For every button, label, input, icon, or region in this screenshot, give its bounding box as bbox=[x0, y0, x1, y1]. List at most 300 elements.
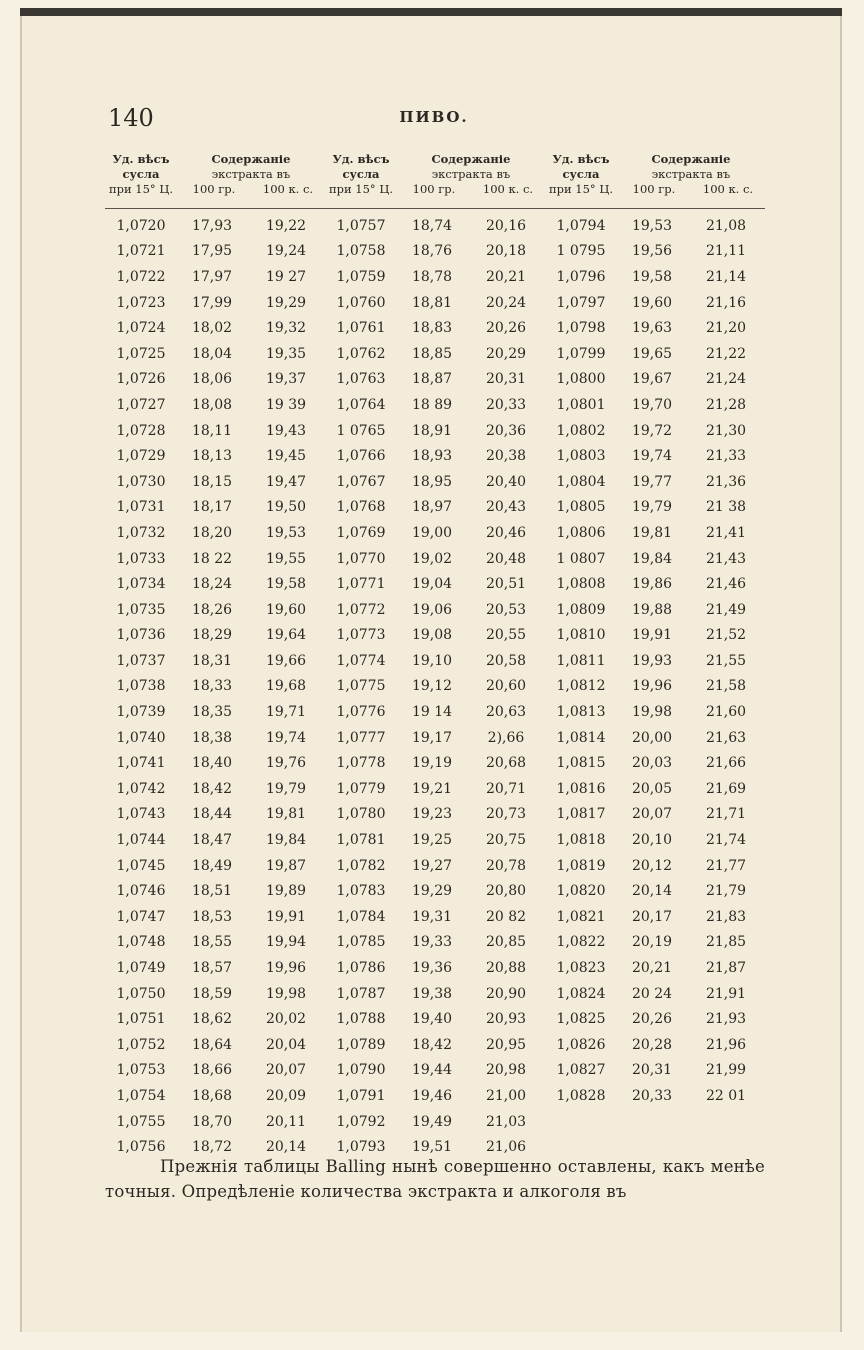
specific-gravity-cell: 1,0779 bbox=[336, 780, 386, 797]
specific-gravity-cell: 1,0818 bbox=[556, 832, 606, 849]
specific-gravity-cell: 1,0782 bbox=[336, 857, 386, 874]
specific-gravity-cell: 1,0824 bbox=[556, 985, 606, 1002]
extract-100g-cell: 20,07 bbox=[631, 806, 673, 823]
extract-100cc-cell: 20,16 bbox=[485, 217, 527, 234]
specific-gravity-cell: 1,0750 bbox=[116, 985, 166, 1002]
extract-100cc-cell: 20,68 bbox=[485, 755, 527, 772]
extract-100cc-cell: 21,83 bbox=[705, 908, 747, 925]
table-row bbox=[325, 930, 545, 956]
specific-gravity-cell: 1,0775 bbox=[336, 678, 386, 695]
specific-gravity-cell: 1,0732 bbox=[116, 524, 166, 541]
specific-gravity-cell: 1,0761 bbox=[336, 320, 386, 337]
extract-100cc-cell: 19,68 bbox=[265, 678, 307, 695]
header-group-3 bbox=[545, 150, 765, 208]
specific-gravity-cell: 1,0737 bbox=[116, 652, 166, 669]
extract-100g-cell: 18,81 bbox=[411, 294, 453, 311]
table-row bbox=[105, 955, 325, 981]
specific-gravity-cell: 1,0825 bbox=[556, 1011, 606, 1028]
table-body bbox=[105, 209, 765, 1160]
extract-100cc-cell: 21,22 bbox=[705, 345, 747, 362]
extract-100g-cell: 18,33 bbox=[191, 678, 233, 695]
table-row bbox=[325, 315, 545, 341]
extract-100cc-cell: 21,43 bbox=[705, 550, 747, 567]
table-row bbox=[105, 623, 325, 649]
table-row bbox=[545, 853, 765, 879]
extract-100cc-cell: 21,14 bbox=[705, 268, 747, 285]
extract-100cc-cell: 20,02 bbox=[265, 1011, 307, 1028]
table-row bbox=[325, 392, 545, 418]
extract-100g-cell: 20,31 bbox=[631, 1062, 673, 1079]
extract-100cc-cell: 21,93 bbox=[705, 1011, 747, 1028]
table-row bbox=[545, 1032, 765, 1058]
extract-100cc-cell: 20,93 bbox=[485, 1011, 527, 1028]
extract-100g-cell: 18,76 bbox=[411, 243, 453, 260]
extract-100g-cell: 20,26 bbox=[631, 1011, 673, 1028]
extract-100g-cell: 19,44 bbox=[411, 1062, 453, 1079]
header-specific-gravity: Уд. вѣсъ сусла при 15° Ц. bbox=[108, 152, 174, 196]
extract-100g-cell: 19,17 bbox=[411, 729, 453, 746]
extract-100g-cell: 19,53 bbox=[631, 217, 673, 234]
table-row bbox=[325, 546, 545, 572]
extract-100g-cell: 19,49 bbox=[411, 1113, 453, 1130]
specific-gravity-cell: 1,0725 bbox=[116, 345, 166, 362]
extract-100g-cell: 18,70 bbox=[191, 1113, 233, 1130]
extract-100g-cell: 18,20 bbox=[191, 524, 233, 541]
extract-100cc-cell: 22 01 bbox=[705, 1087, 747, 1104]
extract-100cc-cell: 19,76 bbox=[265, 755, 307, 772]
extract-100g-cell: 18,72 bbox=[191, 1139, 233, 1156]
extract-100cc-cell: 19,58 bbox=[265, 576, 307, 593]
specific-gravity-cell: 1,0801 bbox=[556, 396, 606, 413]
specific-gravity-cell: 1,0822 bbox=[556, 934, 606, 951]
extract-100g-cell: 18,62 bbox=[191, 1011, 233, 1028]
extract-100cc-cell: 19,60 bbox=[265, 601, 307, 618]
specific-gravity-cell: 1,0791 bbox=[336, 1087, 386, 1104]
extract-100cc-cell: 19,24 bbox=[265, 243, 307, 260]
extract-100g-cell: 19,21 bbox=[411, 780, 453, 797]
extract-100g-cell: 19,38 bbox=[411, 985, 453, 1002]
extract-100g-cell: 20,28 bbox=[631, 1036, 673, 1053]
extract-100g-cell: 18,26 bbox=[191, 601, 233, 618]
extract-100g-cell: 19,70 bbox=[631, 396, 673, 413]
extract-100g-cell: 18,02 bbox=[191, 320, 233, 337]
table-column-group bbox=[105, 213, 325, 1160]
extract-100cc-cell: 21,52 bbox=[705, 627, 747, 644]
extract-100cc-cell: 21,16 bbox=[705, 294, 747, 311]
extract-100g-cell: 18,87 bbox=[411, 371, 453, 388]
table-row bbox=[325, 674, 545, 700]
extract-100cc-cell: 19,55 bbox=[265, 550, 307, 567]
specific-gravity-cell: 1,0827 bbox=[556, 1062, 606, 1079]
specific-gravity-cell: 1,0777 bbox=[336, 729, 386, 746]
extract-100g-cell: 18,42 bbox=[411, 1036, 453, 1053]
table-row bbox=[105, 725, 325, 751]
extract-100g-cell: 18,93 bbox=[411, 448, 453, 465]
table-row bbox=[545, 315, 765, 341]
extract-100cc-cell: 20,18 bbox=[485, 243, 527, 260]
table-row bbox=[325, 597, 545, 623]
extract-100cc-cell: 19,43 bbox=[265, 422, 307, 439]
table-row bbox=[545, 571, 765, 597]
extract-100g-cell: 20,33 bbox=[631, 1087, 673, 1104]
extract-100cc-cell: 21,41 bbox=[705, 524, 747, 541]
extract-100cc-cell: 19,71 bbox=[265, 704, 307, 721]
scan-top-edge bbox=[20, 8, 842, 16]
extract-100cc-cell: 21,66 bbox=[705, 755, 747, 772]
specific-gravity-cell: 1,0783 bbox=[336, 883, 386, 900]
specific-gravity-cell: 1,0724 bbox=[116, 320, 166, 337]
specific-gravity-cell: 1,0784 bbox=[336, 908, 386, 925]
table-row bbox=[105, 418, 325, 444]
specific-gravity-cell: 1,0810 bbox=[556, 627, 606, 644]
extract-100cc-cell: 20,21 bbox=[485, 268, 527, 285]
extract-100g-cell: 18,13 bbox=[191, 448, 233, 465]
specific-gravity-cell: 1,0768 bbox=[336, 499, 386, 516]
table-row bbox=[325, 418, 545, 444]
extract-100g-cell: 19,56 bbox=[631, 243, 673, 260]
specific-gravity-cell: 1,0748 bbox=[116, 934, 166, 951]
specific-gravity-cell: 1,0773 bbox=[336, 627, 386, 644]
extract-100g-cell: 20,17 bbox=[631, 908, 673, 925]
extract-100cc-cell: 20,80 bbox=[485, 883, 527, 900]
extract-100g-cell: 18 89 bbox=[411, 396, 453, 413]
table-row bbox=[325, 1109, 545, 1135]
extract-100g-cell: 18,06 bbox=[191, 371, 233, 388]
extract-100cc-cell: 20,75 bbox=[485, 832, 527, 849]
table-row bbox=[105, 1058, 325, 1084]
extract-100cc-cell: 20,40 bbox=[485, 473, 527, 490]
extract-100g-cell: 19,81 bbox=[631, 524, 673, 541]
extract-100cc-cell: 19,81 bbox=[265, 806, 307, 823]
specific-gravity-cell: 1,0743 bbox=[116, 806, 166, 823]
specific-gravity-cell: 1,0780 bbox=[336, 806, 386, 823]
specific-gravity-cell: 1,0723 bbox=[116, 294, 166, 311]
extract-100cc-cell: 21,91 bbox=[705, 985, 747, 1002]
extract-100cc-cell: 21,77 bbox=[705, 857, 747, 874]
extract-100g-cell: 18,85 bbox=[411, 345, 453, 362]
extract-100cc-cell: 19,87 bbox=[265, 857, 307, 874]
table-row bbox=[325, 827, 545, 853]
table-row bbox=[325, 469, 545, 495]
specific-gravity-cell: 1,0806 bbox=[556, 524, 606, 541]
specific-gravity-cell: 1,0729 bbox=[116, 448, 166, 465]
table-row bbox=[325, 520, 545, 546]
extract-100cc-cell: 20,24 bbox=[485, 294, 527, 311]
table-row bbox=[105, 904, 325, 930]
specific-gravity-cell: 1,0796 bbox=[556, 268, 606, 285]
extract-100g-cell: 20,21 bbox=[631, 960, 673, 977]
extract-100cc-cell: 20,33 bbox=[485, 396, 527, 413]
specific-gravity-cell: 1,0728 bbox=[116, 422, 166, 439]
extract-100g-cell: 19,88 bbox=[631, 601, 673, 618]
table-row bbox=[545, 878, 765, 904]
extract-100cc-cell: 20,85 bbox=[485, 934, 527, 951]
header-group-2 bbox=[325, 150, 545, 208]
table-row bbox=[105, 367, 325, 393]
table-row bbox=[545, 443, 765, 469]
extract-100cc-cell: 21,03 bbox=[485, 1113, 527, 1130]
header-specific-gravity: Уд. вѣсъ сусла при 15° Ц. bbox=[328, 152, 394, 196]
specific-gravity-cell: 1,0816 bbox=[556, 780, 606, 797]
table-row bbox=[545, 392, 765, 418]
table-row bbox=[105, 1032, 325, 1058]
table-row bbox=[545, 1058, 765, 1084]
table-row bbox=[545, 955, 765, 981]
extract-100g-cell: 18,74 bbox=[411, 217, 453, 234]
extract-100g-cell: 19,84 bbox=[631, 550, 673, 567]
extract-100g-cell: 19,51 bbox=[411, 1139, 453, 1156]
table-row bbox=[105, 853, 325, 879]
specific-gravity-cell: 1,0770 bbox=[336, 550, 386, 567]
extract-100g-cell: 19,65 bbox=[631, 345, 673, 362]
specific-gravity-cell: 1,0736 bbox=[116, 627, 166, 644]
extract-100g-cell: 19,86 bbox=[631, 576, 673, 593]
extract-100g-cell: 19,02 bbox=[411, 550, 453, 567]
table-row bbox=[325, 981, 545, 1007]
specific-gravity-cell: 1,0749 bbox=[116, 960, 166, 977]
book-page bbox=[22, 16, 840, 1332]
specific-gravity-cell: 1,0804 bbox=[556, 473, 606, 490]
specific-gravity-cell: 1,0730 bbox=[116, 473, 166, 490]
extract-100g-cell: 19,60 bbox=[631, 294, 673, 311]
specific-gravity-cell: 1 0765 bbox=[336, 422, 386, 439]
extract-100cc-cell: 19,64 bbox=[265, 627, 307, 644]
table-row bbox=[105, 213, 325, 239]
specific-gravity-cell: 1,0814 bbox=[556, 729, 606, 746]
extract-100g-cell: 18,68 bbox=[191, 1087, 233, 1104]
specific-gravity-cell: 1,0751 bbox=[116, 1011, 166, 1028]
extract-100cc-cell: 21,00 bbox=[485, 1087, 527, 1104]
extract-100cc-cell: 20,63 bbox=[485, 704, 527, 721]
table-row bbox=[545, 264, 765, 290]
extract-100g-cell: 19,36 bbox=[411, 960, 453, 977]
extract-100cc-cell: 21,20 bbox=[705, 320, 747, 337]
specific-gravity-cell: 1,0760 bbox=[336, 294, 386, 311]
table-row bbox=[545, 495, 765, 521]
table-row bbox=[325, 904, 545, 930]
table-row bbox=[545, 930, 765, 956]
extract-100cc-cell: 21,58 bbox=[705, 678, 747, 695]
extract-100cc-cell: 21 38 bbox=[705, 499, 747, 516]
extract-100cc-cell: 2),66 bbox=[487, 729, 525, 746]
specific-gravity-cell: 1,0826 bbox=[556, 1036, 606, 1053]
specific-gravity-cell: 1,0802 bbox=[556, 422, 606, 439]
extract-100cc-cell: 19,91 bbox=[265, 908, 307, 925]
extract-100g-cell: 18,44 bbox=[191, 806, 233, 823]
extract-100cc-cell: 19,47 bbox=[265, 473, 307, 490]
table-row bbox=[105, 981, 325, 1007]
table-row bbox=[545, 239, 765, 265]
specific-gravity-cell: 1,0764 bbox=[336, 396, 386, 413]
extract-100cc-cell: 19,37 bbox=[265, 371, 307, 388]
extract-100g-cell: 20,05 bbox=[631, 780, 673, 797]
extract-100g-cell: 19,72 bbox=[631, 422, 673, 439]
table-row bbox=[325, 750, 545, 776]
extract-100g-cell: 19,25 bbox=[411, 832, 453, 849]
extract-100g-cell: 19,19 bbox=[411, 755, 453, 772]
specific-gravity-cell: 1,0792 bbox=[336, 1113, 386, 1130]
extract-100g-cell: 18,53 bbox=[191, 908, 233, 925]
header-group-1 bbox=[105, 150, 325, 208]
specific-gravity-cell: 1,0745 bbox=[116, 857, 166, 874]
extract-100cc-cell: 20,04 bbox=[265, 1036, 307, 1053]
table-column-group bbox=[325, 213, 545, 1160]
table-row bbox=[325, 1032, 545, 1058]
specific-gravity-cell: 1,0769 bbox=[336, 524, 386, 541]
table-row bbox=[545, 674, 765, 700]
extract-100g-cell: 20,14 bbox=[631, 883, 673, 900]
extract-100g-cell: 19,23 bbox=[411, 806, 453, 823]
extract-100cc-cell: 19,22 bbox=[265, 217, 307, 234]
specific-gravity-cell: 1,0758 bbox=[336, 243, 386, 260]
extract-100g-cell: 19,00 bbox=[411, 524, 453, 541]
table-row bbox=[105, 699, 325, 725]
table-row bbox=[105, 341, 325, 367]
specific-gravity-cell: 1,0753 bbox=[116, 1062, 166, 1079]
specific-gravity-cell: 1,0771 bbox=[336, 576, 386, 593]
table-row bbox=[545, 341, 765, 367]
specific-gravity-cell: 1 0807 bbox=[556, 550, 606, 567]
table-row bbox=[105, 520, 325, 546]
specific-gravity-cell: 1,0776 bbox=[336, 704, 386, 721]
extract-100cc-cell: 19,50 bbox=[265, 499, 307, 516]
specific-gravity-cell: 1,0821 bbox=[556, 908, 606, 925]
extract-100cc-cell: 21,71 bbox=[705, 806, 747, 823]
extract-100g-cell: 18,66 bbox=[191, 1062, 233, 1079]
table-row bbox=[105, 776, 325, 802]
extract-100g-cell: 19,40 bbox=[411, 1011, 453, 1028]
extract-100g-cell: 18,83 bbox=[411, 320, 453, 337]
extract-100cc-cell: 20,43 bbox=[485, 499, 527, 516]
extract-100g-cell: 18,17 bbox=[191, 499, 233, 516]
specific-gravity-cell: 1,0735 bbox=[116, 601, 166, 618]
extract-100cc-cell: 19,35 bbox=[265, 345, 307, 362]
table-header-row bbox=[105, 150, 765, 209]
extract-100g-cell: 19,31 bbox=[411, 908, 453, 925]
specific-gravity-cell: 1,0755 bbox=[116, 1113, 166, 1130]
table-row bbox=[105, 290, 325, 316]
extract-100cc-cell: 20,78 bbox=[485, 857, 527, 874]
table-row bbox=[545, 981, 765, 1007]
extract-100cc-cell: 21,63 bbox=[705, 729, 747, 746]
extract-100cc-cell: 21,46 bbox=[705, 576, 747, 593]
extract-100g-cell: 19 14 bbox=[411, 704, 453, 721]
extract-100g-cell: 18,51 bbox=[191, 883, 233, 900]
table-row bbox=[325, 571, 545, 597]
extract-100cc-cell: 20,98 bbox=[485, 1062, 527, 1079]
extract-100cc-cell: 20,07 bbox=[265, 1062, 307, 1079]
extract-100cc-cell: 19,96 bbox=[265, 960, 307, 977]
table-row bbox=[105, 878, 325, 904]
extract-100cc-cell: 21,60 bbox=[705, 704, 747, 721]
specific-gravity-cell: 1,0790 bbox=[336, 1062, 386, 1079]
extract-100g-cell: 18,57 bbox=[191, 960, 233, 977]
header-extract: Содержаніе экстракта въ 100 гр. 100 к. с. bbox=[632, 152, 754, 196]
table-row bbox=[325, 1058, 545, 1084]
extract-100cc-cell: 21,30 bbox=[705, 422, 747, 439]
extract-100g-cell: 18,47 bbox=[191, 832, 233, 849]
extract-100cc-cell: 21,99 bbox=[705, 1062, 747, 1079]
specific-gravity-cell: 1,0805 bbox=[556, 499, 606, 516]
table-row bbox=[545, 418, 765, 444]
table-row bbox=[545, 290, 765, 316]
extract-table bbox=[105, 150, 765, 1160]
extract-100g-cell: 18,78 bbox=[411, 268, 453, 285]
extract-100g-cell: 18,42 bbox=[191, 780, 233, 797]
extract-100cc-cell: 20,29 bbox=[485, 345, 527, 362]
table-row bbox=[105, 930, 325, 956]
extract-100g-cell: 18,38 bbox=[191, 729, 233, 746]
extract-100cc-cell: 19,89 bbox=[265, 883, 307, 900]
table-row bbox=[325, 213, 545, 239]
table-row bbox=[545, 699, 765, 725]
specific-gravity-cell: 1,0733 bbox=[116, 550, 166, 567]
specific-gravity-cell: 1,0793 bbox=[336, 1139, 386, 1156]
table-row bbox=[545, 776, 765, 802]
extract-100cc-cell: 20,60 bbox=[485, 678, 527, 695]
extract-100cc-cell: 21,79 bbox=[705, 883, 747, 900]
table-row bbox=[105, 648, 325, 674]
extract-100g-cell: 18,95 bbox=[411, 473, 453, 490]
extract-100g-cell: 18,59 bbox=[191, 985, 233, 1002]
extract-100cc-cell: 19,53 bbox=[265, 524, 307, 541]
extract-100cc-cell: 20,31 bbox=[485, 371, 527, 388]
specific-gravity-cell: 1,0811 bbox=[556, 652, 606, 669]
extract-100g-cell: 18,55 bbox=[191, 934, 233, 951]
table-row bbox=[105, 571, 325, 597]
specific-gravity-cell: 1,0799 bbox=[556, 345, 606, 362]
extract-100cc-cell: 20,95 bbox=[485, 1036, 527, 1053]
table-row bbox=[545, 597, 765, 623]
extract-100g-cell: 20,00 bbox=[631, 729, 673, 746]
table-row bbox=[105, 1006, 325, 1032]
extract-100cc-cell: 20,88 bbox=[485, 960, 527, 977]
table-row bbox=[325, 725, 545, 751]
table-row bbox=[325, 239, 545, 265]
table-row bbox=[545, 520, 765, 546]
extract-100g-cell: 18,35 bbox=[191, 704, 233, 721]
table-row bbox=[105, 827, 325, 853]
specific-gravity-cell: 1,0747 bbox=[116, 908, 166, 925]
body-paragraph: Прежнія таблицы Balling нынѣ совершенно оставлены, какъ менѣе точныя. Опредѣленіе количества экстракта и алкоголя въ bbox=[105, 1157, 765, 1201]
table-row bbox=[545, 827, 765, 853]
page-number: 140 bbox=[108, 104, 154, 132]
specific-gravity-cell: 1,0738 bbox=[116, 678, 166, 695]
table-row bbox=[105, 1083, 325, 1109]
table-column-group bbox=[545, 213, 765, 1160]
table-row bbox=[545, 367, 765, 393]
extract-100cc-cell: 21,85 bbox=[705, 934, 747, 951]
extract-100cc-cell: 21,96 bbox=[705, 1036, 747, 1053]
specific-gravity-cell: 1,0797 bbox=[556, 294, 606, 311]
table-row bbox=[325, 264, 545, 290]
specific-gravity-cell: 1,0803 bbox=[556, 448, 606, 465]
extract-100g-cell: 18,64 bbox=[191, 1036, 233, 1053]
specific-gravity-cell: 1,0734 bbox=[116, 576, 166, 593]
specific-gravity-cell: 1,0823 bbox=[556, 960, 606, 977]
extract-100g-cell: 18,29 bbox=[191, 627, 233, 644]
table-row bbox=[545, 469, 765, 495]
specific-gravity-cell: 1,0767 bbox=[336, 473, 386, 490]
extract-100g-cell: 19,46 bbox=[411, 1087, 453, 1104]
extract-100g-cell: 19,96 bbox=[631, 678, 673, 695]
extract-100g-cell: 19,63 bbox=[631, 320, 673, 337]
specific-gravity-cell: 1,0720 bbox=[116, 217, 166, 234]
extract-100cc-cell: 21,36 bbox=[705, 473, 747, 490]
specific-gravity-cell: 1,0798 bbox=[556, 320, 606, 337]
specific-gravity-cell: 1,0744 bbox=[116, 832, 166, 849]
specific-gravity-cell: 1,0772 bbox=[336, 601, 386, 618]
